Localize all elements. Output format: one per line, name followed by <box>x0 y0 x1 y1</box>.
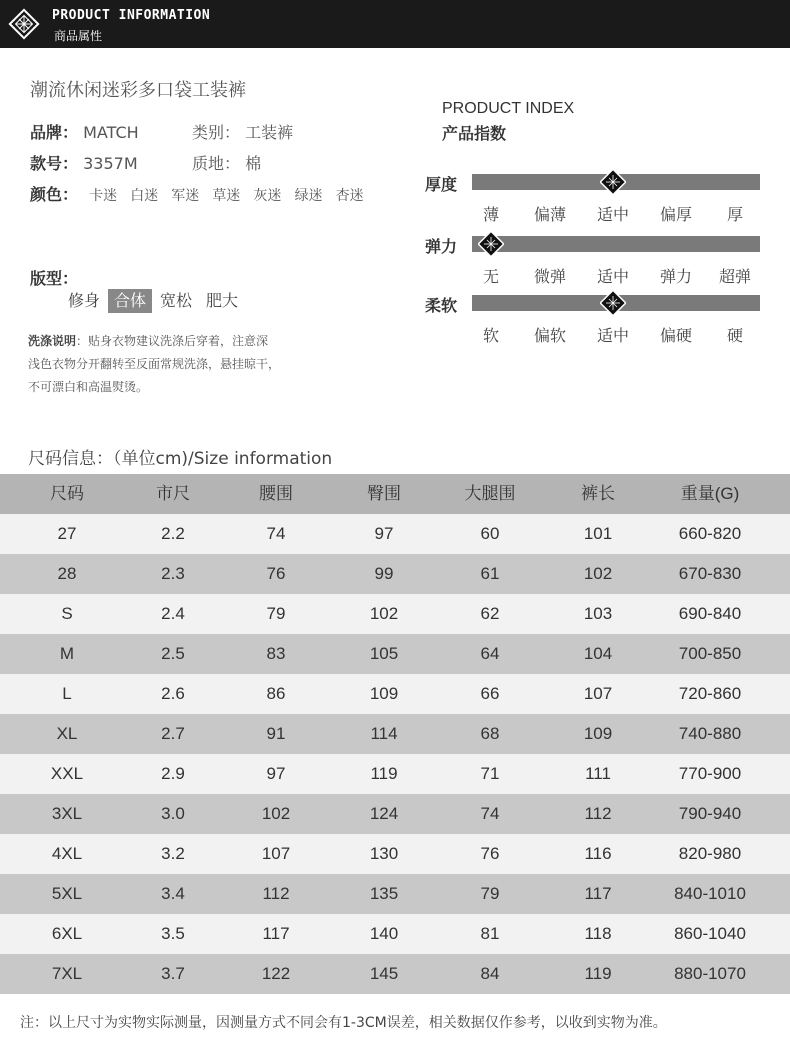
category-attr <box>192 120 293 143</box>
table-cell: 74 <box>266 524 286 543</box>
table-cell: 118 <box>584 924 612 943</box>
table-cell: 107 <box>261 844 291 863</box>
table-cell: 86 <box>266 684 286 703</box>
table-row <box>0 554 790 594</box>
table-cell: 2.5 <box>161 644 185 663</box>
table-cell: 91 <box>266 724 286 743</box>
table-cell: 3XL <box>51 804 83 823</box>
care-text-3: 不可漂白和高温熨烫。 <box>28 380 149 394</box>
brand-attr <box>30 120 139 143</box>
table-cell: 60 <box>480 524 500 543</box>
table-cell: 2.3 <box>161 564 185 583</box>
index-label: 弹力 <box>425 237 458 256</box>
index-level-label: 适中 <box>596 326 629 345</box>
material-attr <box>192 151 261 174</box>
table-cell: 117 <box>262 924 290 943</box>
table-cell: 2.4 <box>161 604 185 623</box>
table-cell: 5XL <box>51 884 83 903</box>
color-option: 白迷 <box>130 188 159 204</box>
fit-label: 版型： <box>30 269 79 288</box>
table-cell: M <box>59 644 75 663</box>
table-cell: 116 <box>584 844 612 863</box>
table-cell: 820-980 <box>678 844 742 863</box>
table-cell: 109 <box>583 724 613 743</box>
table-cell: 2.2 <box>161 524 185 543</box>
index-label: 柔软 <box>425 296 458 315</box>
diamond-logo-icon <box>6 6 42 42</box>
index-level-label: 偏薄 <box>533 205 566 224</box>
table-cell: 670-830 <box>678 564 742 583</box>
table-row <box>0 754 790 794</box>
table-cell: 104 <box>583 644 613 663</box>
product-title: 潮流休闲迷彩多口袋工装裤 <box>30 80 246 101</box>
material-label: 质地： <box>192 154 241 173</box>
table-header-cell: 腰围 <box>259 484 293 503</box>
table-cell: 103 <box>583 604 613 623</box>
table-row <box>0 914 790 954</box>
table-cell: 119 <box>584 964 612 983</box>
table-cell: 74 <box>480 804 500 823</box>
product-index-title-en: PRODUCT INDEX <box>442 100 575 117</box>
fit-options <box>62 289 246 313</box>
index-level-label: 薄 <box>482 205 499 224</box>
table-cell: 71 <box>480 764 500 783</box>
table-cell: 119 <box>370 764 398 783</box>
table-cell: 83 <box>266 644 286 663</box>
table-cell: 105 <box>369 644 399 663</box>
table-cell: 117 <box>584 884 612 903</box>
table-cell: 107 <box>583 684 613 703</box>
index-level-label: 偏硬 <box>659 326 692 345</box>
color-option: 灰迷 <box>253 188 282 204</box>
color-option: 军迷 <box>171 188 200 204</box>
table-cell: 740-880 <box>678 724 742 743</box>
header-bar <box>0 0 790 48</box>
table-cell: 7XL <box>51 964 83 983</box>
table-cell: 700-850 <box>678 644 742 663</box>
table-cell: 97 <box>266 764 286 783</box>
table-cell: 2.7 <box>161 724 185 743</box>
table-cell: 112 <box>262 884 290 903</box>
table-cell: 81 <box>480 924 500 943</box>
care-instructions <box>28 330 328 399</box>
table-cell: 109 <box>369 684 399 703</box>
index-level-label: 无 <box>482 267 499 286</box>
size-table-title: 尺码信息：（单位cm)/Size information <box>28 449 333 469</box>
table-cell: 720-860 <box>678 684 742 703</box>
care-text-2: 浅色衣物分开翻转至反面常规洗涤，悬挂晾干， <box>28 357 281 371</box>
table-cell: L <box>62 684 72 703</box>
header-title-en: PRODUCT INFORMATION <box>52 8 211 23</box>
table-cell: 860-1040 <box>674 924 746 943</box>
color-option: 绿迷 <box>294 188 323 204</box>
index-label: 厚度 <box>425 175 458 194</box>
table-cell: 3.2 <box>161 844 185 863</box>
colors-label: 颜色： <box>30 185 79 204</box>
table-cell: 122 <box>261 964 291 983</box>
brand-value: MATCH <box>83 123 139 142</box>
table-cell: 2.6 <box>161 684 185 703</box>
table-cell: 3.0 <box>161 804 185 823</box>
table-cell: 2.9 <box>161 764 185 783</box>
index-level-label: 适中 <box>596 267 629 286</box>
table-cell: 3.7 <box>161 964 185 983</box>
table-cell: 145 <box>369 964 399 983</box>
table-header-cell: 臀围 <box>367 484 401 503</box>
index-level-label: 偏软 <box>533 326 566 345</box>
fit-option-loose: 宽松 <box>160 291 193 310</box>
table-cell: 790-940 <box>678 804 742 823</box>
table-header-cell: 重量(G) <box>680 484 740 503</box>
table-cell: 770-900 <box>678 764 742 783</box>
table-cell: 130 <box>369 844 399 863</box>
model-label: 款号： <box>30 154 79 173</box>
fit-option-oversize: 肥大 <box>206 291 239 310</box>
fit-option-regular-selected: 合体 <box>108 289 152 313</box>
colors-attr <box>30 182 372 205</box>
table-row <box>0 594 790 634</box>
size-note: 注：以上尺寸为实物实际测量，因测量方式不同会有1-3CM误差，相关数据仅作参考，以收到实物为准。 <box>20 1015 667 1031</box>
table-cell: 880-1070 <box>674 964 746 983</box>
table-header-cell: 大腿围 <box>464 484 516 503</box>
table-cell: 62 <box>480 604 500 623</box>
table-cell: 4XL <box>51 844 83 863</box>
care-text-1: ：贴身衣物建议洗涤后穿着，注意深 <box>76 334 269 348</box>
table-cell: 840-1010 <box>674 884 746 903</box>
material-value: 棉 <box>245 154 262 173</box>
table-cell: 79 <box>266 604 286 623</box>
model-attr <box>30 151 138 174</box>
index-marker-icon <box>478 231 504 257</box>
table-cell: 6XL <box>51 924 83 943</box>
table-row <box>0 794 790 834</box>
table-cell: S <box>61 604 73 623</box>
table-cell: 112 <box>584 804 612 823</box>
table-cell: 102 <box>261 804 291 823</box>
table-cell: 79 <box>480 884 500 903</box>
table-cell: 76 <box>480 844 500 863</box>
index-bar <box>472 236 760 252</box>
index-level-label: 微弹 <box>533 267 566 286</box>
index-level-label: 弹力 <box>659 267 692 286</box>
category-label: 类别： <box>192 123 241 142</box>
table-cell: 28 <box>57 564 77 583</box>
table-cell: 101 <box>583 524 613 543</box>
table-cell: 27 <box>57 524 77 543</box>
table-cell: 124 <box>369 804 399 823</box>
table-row <box>0 874 790 914</box>
table-row <box>0 514 790 554</box>
index-level-label: 适中 <box>596 205 629 224</box>
table-cell: 660-820 <box>678 524 742 543</box>
table-row <box>0 714 790 754</box>
table-cell: 102 <box>583 564 613 583</box>
table-cell: 84 <box>480 964 500 983</box>
index-marker-icon <box>600 169 626 195</box>
color-option: 卡迷 <box>89 188 118 204</box>
color-option: 草迷 <box>212 188 241 204</box>
brand-label: 品牌： <box>30 123 79 142</box>
table-cell: 76 <box>266 564 286 583</box>
index-marker-icon <box>600 290 626 316</box>
table-header-cell: 尺码 <box>50 484 84 503</box>
index-level-label: 偏厚 <box>659 205 692 224</box>
table-cell: XL <box>56 724 78 743</box>
table-row <box>0 674 790 714</box>
table-cell: 111 <box>585 764 611 783</box>
table-header-cell: 市尺 <box>156 484 190 503</box>
index-level-label: 硬 <box>726 326 743 345</box>
color-option: 杏迷 <box>335 188 364 204</box>
index-level-label: 厚 <box>726 205 743 224</box>
table-cell: 97 <box>374 524 394 543</box>
table-header-row <box>0 474 790 514</box>
product-index-title-cn: 产品指数 <box>442 124 507 143</box>
index-level-label: 软 <box>482 326 499 345</box>
table-row <box>0 954 790 994</box>
header-title-cn: 商品属性 <box>54 29 103 43</box>
table-cell: 68 <box>480 724 500 743</box>
table-row <box>0 834 790 874</box>
table-cell: 102 <box>369 604 399 623</box>
table-cell: 61 <box>480 564 500 583</box>
table-header-cell: 裤长 <box>581 484 615 503</box>
table-cell: 135 <box>369 884 399 903</box>
model-value: 3357M <box>83 154 138 173</box>
table-cell: XXL <box>50 764 84 783</box>
table-cell: 3.4 <box>161 884 185 903</box>
fit-option-slim: 修身 <box>68 291 101 310</box>
table-cell: 114 <box>370 724 398 743</box>
care-label: 洗涤说明 <box>28 334 77 348</box>
category-value: 工装裤 <box>245 123 294 142</box>
table-cell: 99 <box>374 564 394 583</box>
table-cell: 66 <box>480 684 500 703</box>
table-cell: 140 <box>369 924 399 943</box>
table-cell: 690-840 <box>678 604 742 623</box>
index-level-label: 超弹 <box>718 267 751 286</box>
table-cell: 64 <box>480 644 500 663</box>
table-row <box>0 634 790 674</box>
table-cell: 3.5 <box>161 924 185 943</box>
